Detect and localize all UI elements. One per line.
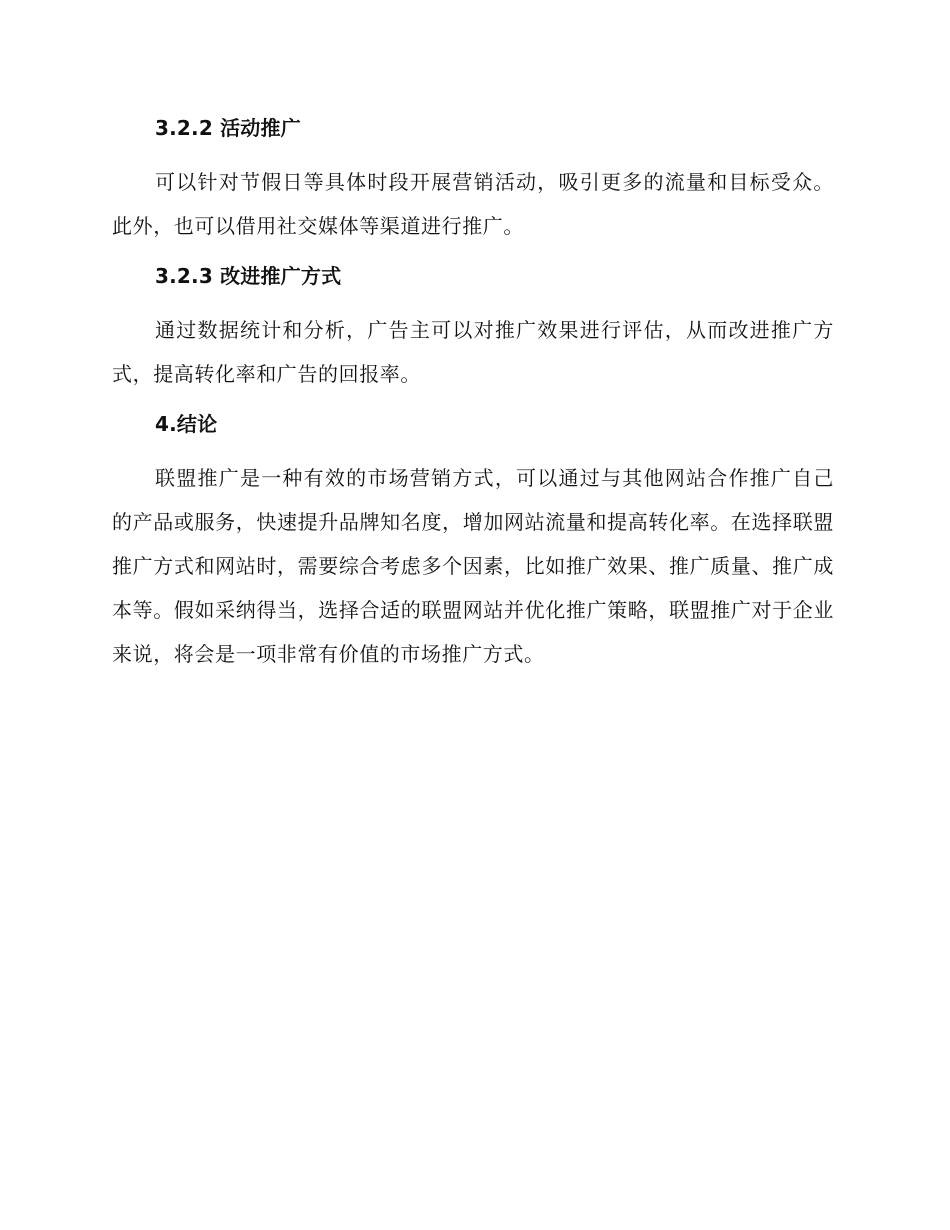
document-body [112, 112, 834, 676]
section-heading-conclusion: 4.结论 [155, 412, 218, 436]
section-paragraph-conclusion: 联盟推广是一种有效的市场营销方式，可以通过与其他网站合作推广自己的产品或服务，快速提升品牌知名度，增加网站流量和提高转化率。在选择联盟推广方式和网站时，需要综合考虑多个因素，比如推广效果、推广质量、推广成本等。假如采纳得当，选择合适的联盟网站并优化推广策略，联盟推广对于企业来说，将会是一项非常有价值的市场推广方式。 [112, 466, 834, 666]
section-paragraph-improve-promotion: 通过数据统计和分析，广告主可以对推广效果进行评估，从而改进推广方式，提高转化率和广告的回报率。 [112, 318, 834, 386]
section-heading-improve-promotion: 3.2.3 改进推广方式 [155, 264, 342, 288]
section-heading-activity-promotion: 3.2.2 活动推广 [155, 116, 301, 140]
section-paragraph-activity-promotion: 可以针对节假日等具体时段开展营销活动，吸引更多的流量和目标受众。此外，也可以借用社交媒体等渠道进行推广。 [112, 170, 834, 238]
